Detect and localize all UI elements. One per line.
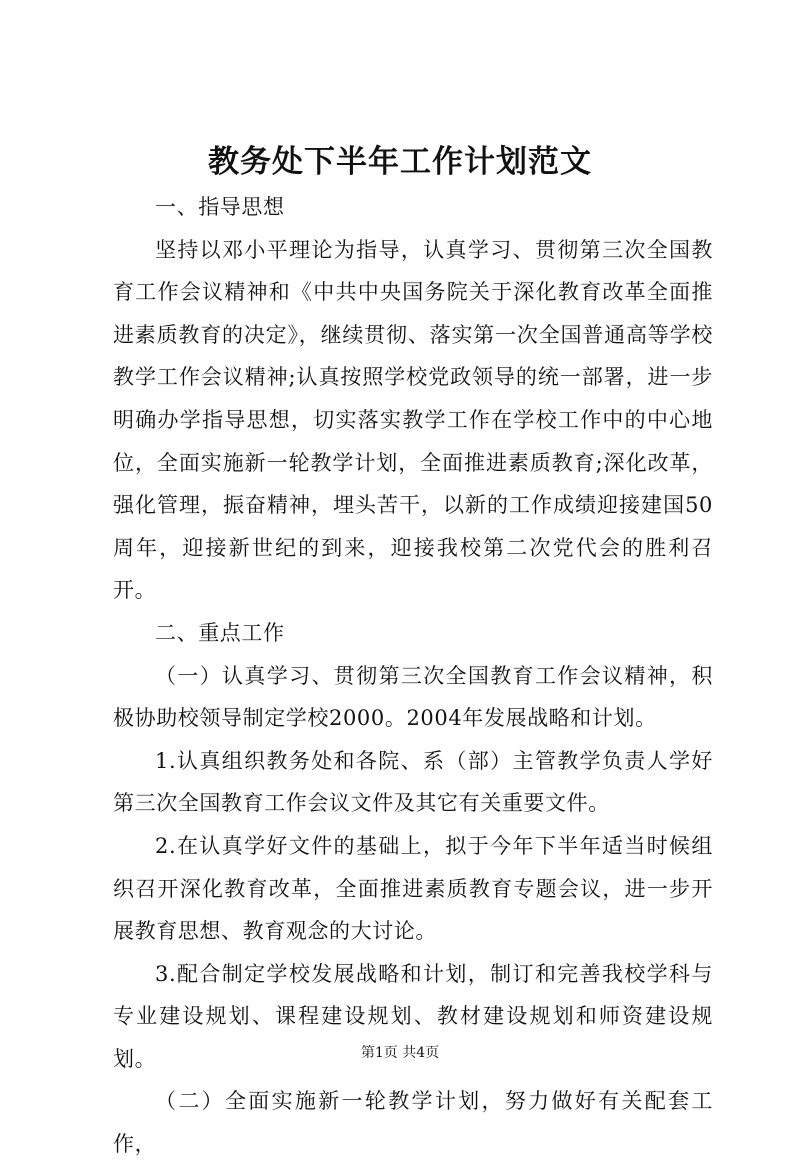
paragraph-key-work-1: （一）认真学习、贯彻第三次全国教育工作会议精神，积极协助校领导制定学校2000。2004年发展战略和计划。 xyxy=(113,663,713,731)
document-body xyxy=(113,186,713,1166)
paragraph-key-work-2: （二）全面实施新一轮教学计划，努力做好有关配套工作， xyxy=(113,1089,713,1157)
paragraph-guiding-ideology: 坚持以邓小平理论为指导，认真学习、贯彻第三次全国教育工作会议精神和《中共中央国务院关于深化教育改革全面推进素质教育的决定》，继续贯彻、落实第一次全国普通高等学校教学工作会议精神;认真按照学校党政领导的统一部署，进一步明确办学指导思想，切实落实教学工作在学校工作中的中心地位，全面实施新一轮教学计划，全面推进素质教育;深化改革，强化管理，振奋精神，埋头苦干，以新的工作成绩迎接建国50周年，迎接新世纪的到来，迎接我校第二次党代会的胜利召开。 xyxy=(113,237,713,603)
page-footer: 第1页 共4页 xyxy=(360,1045,440,1061)
paragraph-item-2: 2.在认真学好文件的基础上，拟于今年下半年适当时候组织召开深化教育改革，全面推进素质教育专题会议，进一步开展教育思想、教育观念的大讨论。 xyxy=(113,833,713,944)
section-heading-key-work: 二、重点工作 xyxy=(155,620,285,645)
paragraph-item-3: 3.配合制定学校发展战略和计划，制订和完善我校学科与专业建设规划、课程建设规划、教材建设规划和师资建设规划。 xyxy=(113,961,713,1071)
paragraph-item-1: 1.认真组织教务处和各院、系（部）主管教学负责人学好第三次全国教育工作会议文件及其它有关重要文件。 xyxy=(113,748,713,816)
section-heading-guiding-ideology: 一、指导思想 xyxy=(155,195,285,219)
document-title: 教务处下半年工作计划范文 xyxy=(208,144,592,180)
